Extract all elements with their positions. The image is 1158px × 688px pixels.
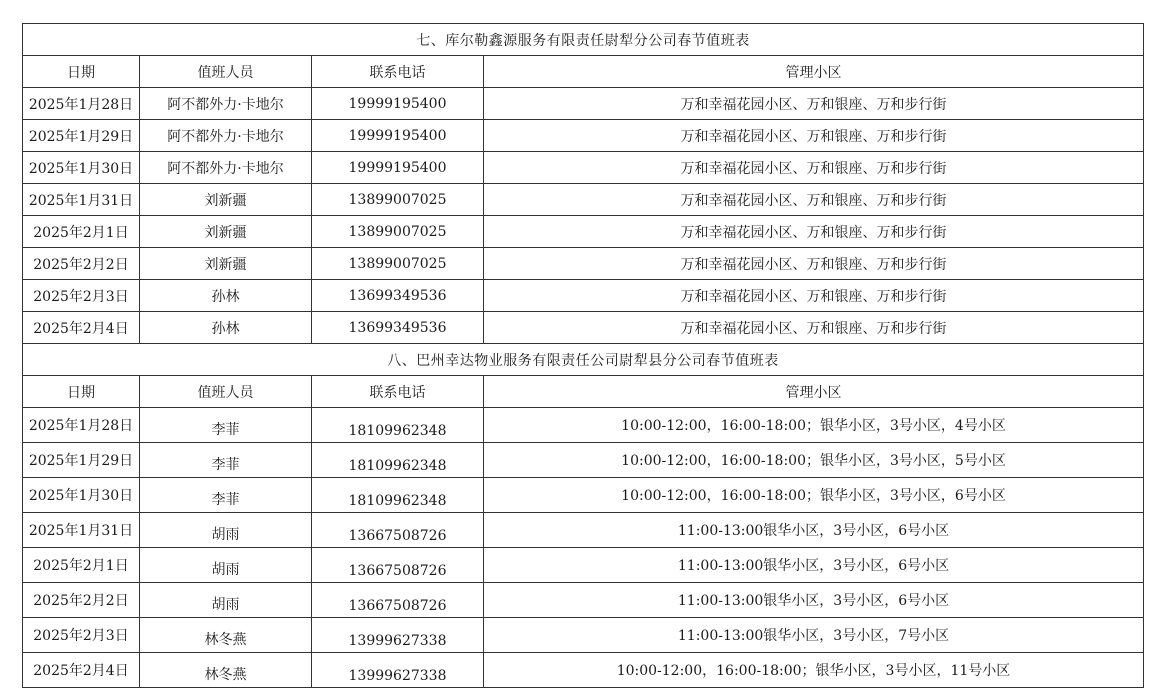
cell-date: 2025年1月30日 [23,478,140,513]
duty-roster [22,23,1143,688]
cell-date: 2025年1月28日 [23,88,140,120]
cell-area: 11:00-13:00银华小区，3号小区，6号小区 [484,583,1144,618]
cell-phone: 13699349536 [312,312,484,344]
cell-area: 万和幸福花园小区、万和银座、万和步行街 [484,216,1144,248]
cell-date: 2025年2月3日 [23,280,140,312]
cell-phone: 13667508726 [312,513,484,548]
section-title: 七、库尔勒鑫源服务有限责任尉犁分公司春节值班表 [23,24,1144,56]
cell-staff: 胡雨 [140,548,312,583]
table-row [23,312,1144,344]
cell-area: 10:00-12:00，16:00-18:00；银华小区，3号小区，11号小区 [484,653,1144,688]
cell-staff: 刘新疆 [140,248,312,280]
table-row [23,548,1144,583]
cell-staff: 孙林 [140,312,312,344]
cell-area: 万和幸福花园小区、万和银座、万和步行街 [484,312,1144,344]
table-row [23,583,1144,618]
column-header-date: 日期 [23,376,140,408]
section-title-row [23,24,1144,56]
cell-phone: 18109962348 [312,443,484,478]
cell-area: 11:00-13:00银华小区，3号小区，6号小区 [484,513,1144,548]
column-header-phone: 联系电话 [312,56,484,88]
cell-phone: 19999195400 [312,88,484,120]
cell-staff: 李菲 [140,478,312,513]
cell-phone: 13999627338 [312,618,484,653]
cell-phone: 13899007025 [312,184,484,216]
cell-staff: 李菲 [140,408,312,443]
cell-date: 2025年2月1日 [23,548,140,583]
cell-phone: 13899007025 [312,248,484,280]
table-row [23,152,1144,184]
table-row [23,478,1144,513]
cell-phone: 19999195400 [312,152,484,184]
cell-staff: 阿不都外力·卡地尔 [140,88,312,120]
cell-date: 2025年1月28日 [23,408,140,443]
cell-phone: 13899007025 [312,216,484,248]
section-title: 八、巴州幸达物业服务有限责任公司尉犁县分公司春节值班表 [23,344,1144,376]
table-row [23,408,1144,443]
table-row [23,443,1144,478]
table-row [23,88,1144,120]
cell-area: 万和幸福花园小区、万和银座、万和步行街 [484,120,1144,152]
cell-area: 万和幸福花园小区、万和银座、万和步行街 [484,152,1144,184]
cell-date: 2025年1月29日 [23,120,140,152]
cell-staff: 李菲 [140,443,312,478]
cell-date: 2025年1月29日 [23,443,140,478]
table-row [23,653,1144,688]
cell-staff: 孙林 [140,280,312,312]
cell-date: 2025年2月1日 [23,216,140,248]
cell-phone: 13667508726 [312,583,484,618]
duty-roster-table [22,23,1144,688]
cell-area: 万和幸福花园小区、万和银座、万和步行街 [484,280,1144,312]
cell-phone: 13667508726 [312,548,484,583]
cell-area: 万和幸福花园小区、万和银座、万和步行街 [484,88,1144,120]
table-row [23,248,1144,280]
table-row [23,618,1144,653]
cell-date: 2025年1月31日 [23,184,140,216]
cell-phone: 13699349536 [312,280,484,312]
header-row [23,56,1144,88]
cell-area: 10:00-12:00，16:00-18:00；银华小区，3号小区，5号小区 [484,443,1144,478]
cell-phone: 18109962348 [312,478,484,513]
cell-date: 2025年2月4日 [23,653,140,688]
cell-staff: 刘新疆 [140,184,312,216]
table-row [23,184,1144,216]
cell-phone: 13999627338 [312,653,484,688]
cell-staff: 林冬燕 [140,653,312,688]
cell-date: 2025年1月31日 [23,513,140,548]
cell-area: 11:00-13:00银华小区，3号小区，6号小区 [484,548,1144,583]
section-title-row [23,344,1144,376]
header-row [23,376,1144,408]
table-row [23,120,1144,152]
cell-area: 10:00-12:00，16:00-18:00；银华小区，3号小区，4号小区 [484,408,1144,443]
column-header-phone: 联系电话 [312,376,484,408]
cell-date: 2025年2月3日 [23,618,140,653]
cell-phone: 19999195400 [312,120,484,152]
cell-staff: 阿不都外力·卡地尔 [140,120,312,152]
table-row [23,216,1144,248]
cell-date: 2025年2月2日 [23,583,140,618]
duty-roster-body [23,24,1144,688]
cell-phone: 18109962348 [312,408,484,443]
column-header-staff: 值班人员 [140,56,312,88]
cell-staff: 林冬燕 [140,618,312,653]
cell-date: 2025年2月2日 [23,248,140,280]
cell-staff: 胡雨 [140,513,312,548]
cell-area: 10:00-12:00，16:00-18:00；银华小区，3号小区，6号小区 [484,478,1144,513]
column-header-date: 日期 [23,56,140,88]
cell-area: 11:00-13:00银华小区，3号小区，7号小区 [484,618,1144,653]
cell-area: 万和幸福花园小区、万和银座、万和步行街 [484,184,1144,216]
column-header-area: 管理小区 [484,376,1144,408]
column-header-area: 管理小区 [484,56,1144,88]
cell-staff: 阿不都外力·卡地尔 [140,152,312,184]
cell-date: 2025年2月4日 [23,312,140,344]
column-header-staff: 值班人员 [140,376,312,408]
cell-staff: 刘新疆 [140,216,312,248]
cell-staff: 胡雨 [140,583,312,618]
table-row [23,280,1144,312]
cell-area: 万和幸福花园小区、万和银座、万和步行街 [484,248,1144,280]
table-row [23,513,1144,548]
cell-date: 2025年1月30日 [23,152,140,184]
